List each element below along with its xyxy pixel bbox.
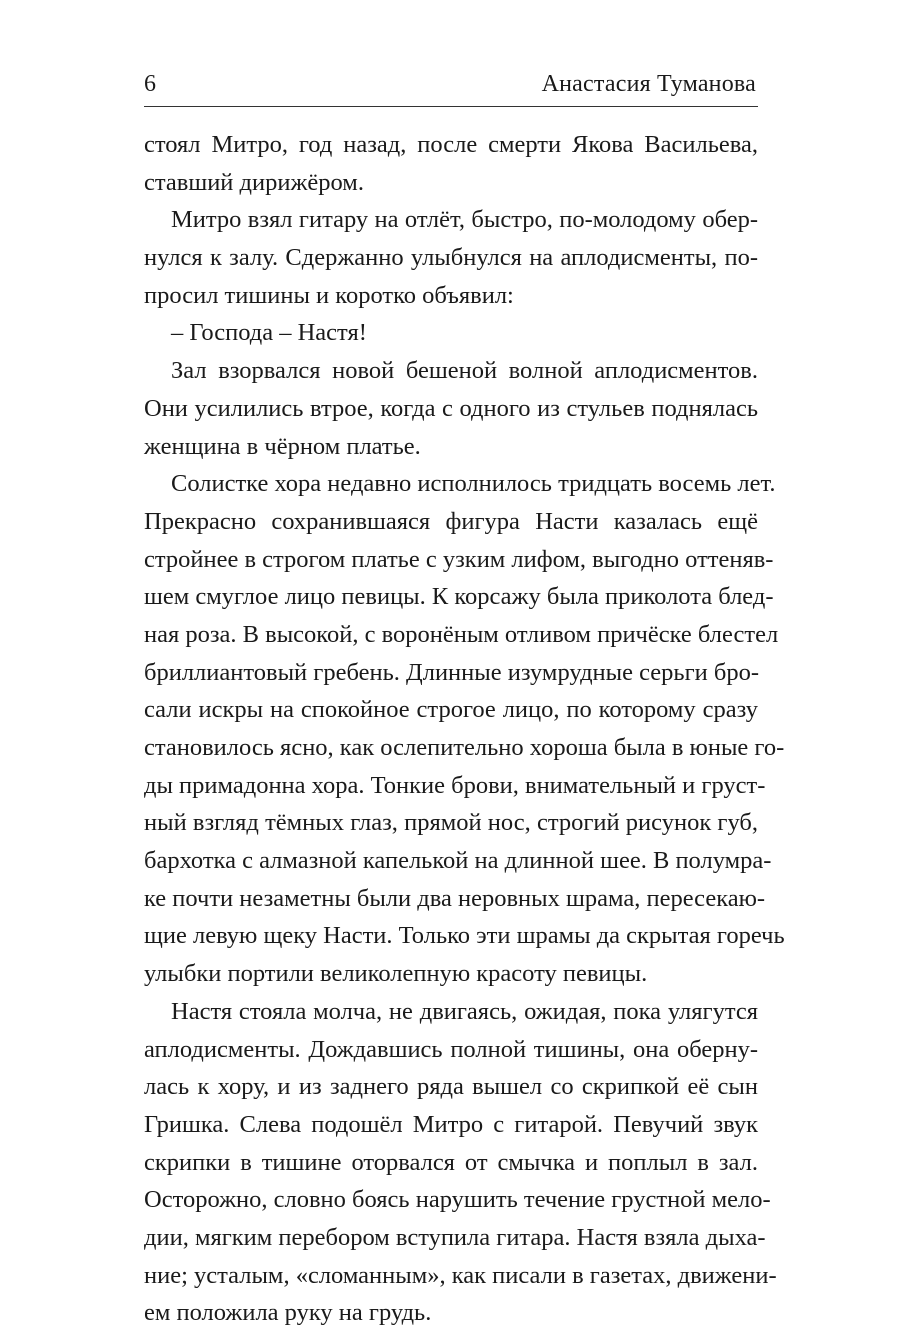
text-line: – Господа – Настя! [171,319,367,347]
text-line: улыбки портили великолепную красоту певицы. [144,960,648,988]
header-rule [144,106,758,107]
text-line: Солистке хора недавно исполнилось тридцать восемь лет. [171,470,776,498]
text-line: лась к хору, и из заднего ряда вышел со скрипкой её сын [144,1073,758,1101]
text-line: скрипки в тишине оторвался от смычка и поплыл в зал. [144,1148,758,1176]
text-line: Они усилились втрое, когда с одного из стульев поднялась [144,394,758,422]
text-line: Настя стояла молча, не двигаясь, ожидая, пока улягутся [171,997,758,1025]
text-line: сали искры на спокойное строгое лицо, по которому сразу [144,696,758,724]
text-line: шем смуглое лицо певицы. К корсажу была приколота блед- [144,583,774,611]
text-line: Гришка. Слева подошёл Митро с гитарой. Певучий звук [144,1110,758,1138]
text-line: нулся к залу. Сдержанно улыбнулся на аплодисменты, по- [144,244,758,272]
text-line: Осторожно, словно боясь нарушить течение грустной мело- [144,1186,771,1214]
running-title: Анастасия Туманова [541,71,756,97]
text-line: ная роза. В высокой, с воронёным отливом причёске блестел [144,620,779,648]
text-line: бриллиантовый гребень. Длинные изумрудные серьги бро- [144,658,759,686]
text-line: ный взгляд тёмных глаз, прямой нос, строгий рисунок губ, [144,809,758,837]
page-number: 6 [144,71,156,97]
text-line: аплодисменты. Дождавшись полной тишины, она оберну- [144,1035,758,1063]
text-line: дии, мягким перебором вступила гитара. Настя взяла дыха- [144,1223,766,1251]
text-line: Прекрасно сохранившаяся фигура Насти казалась ещё [144,507,758,535]
body-text [144,126,785,1332]
text-line: просил тишины и коротко объявил: [144,281,514,309]
text-line: щие левую щеку Насти. Только эти шрамы да скрытая горечь [144,922,785,950]
running-head [144,68,756,100]
text-line: ды примадонна хора. Тонкие брови, внимательный и груст- [144,771,766,799]
text-line: Митро взял гитару на отлёт, быстро, по-молодому обер- [171,206,758,234]
text-line: бархотка с алмазной капелькой на длинной шее. В полумра- [144,847,772,875]
text-line: женщина в чёрном платье. [144,432,421,460]
text-line: ние; усталым, «сломанным», как писали в газетах, движени- [144,1261,777,1289]
text-line: стоял Митро, год назад, после смерти Якова Васильева, [144,131,758,158]
text-line: ке почти незаметны были два неровных шрама, пересекаю- [144,884,766,912]
text-line: ставший дирижёром. [144,168,364,196]
text-line: Зал взорвался новой бешеной волной аплодисментов. [171,357,758,385]
text-line: стройнее в строгом платье с узким лифом, выгодно оттеняв- [144,545,774,573]
text-line: ем положила руку на грудь. [144,1299,432,1327]
text-line: становилось ясно, как ослепительно хороша была в юные го- [144,734,785,761]
